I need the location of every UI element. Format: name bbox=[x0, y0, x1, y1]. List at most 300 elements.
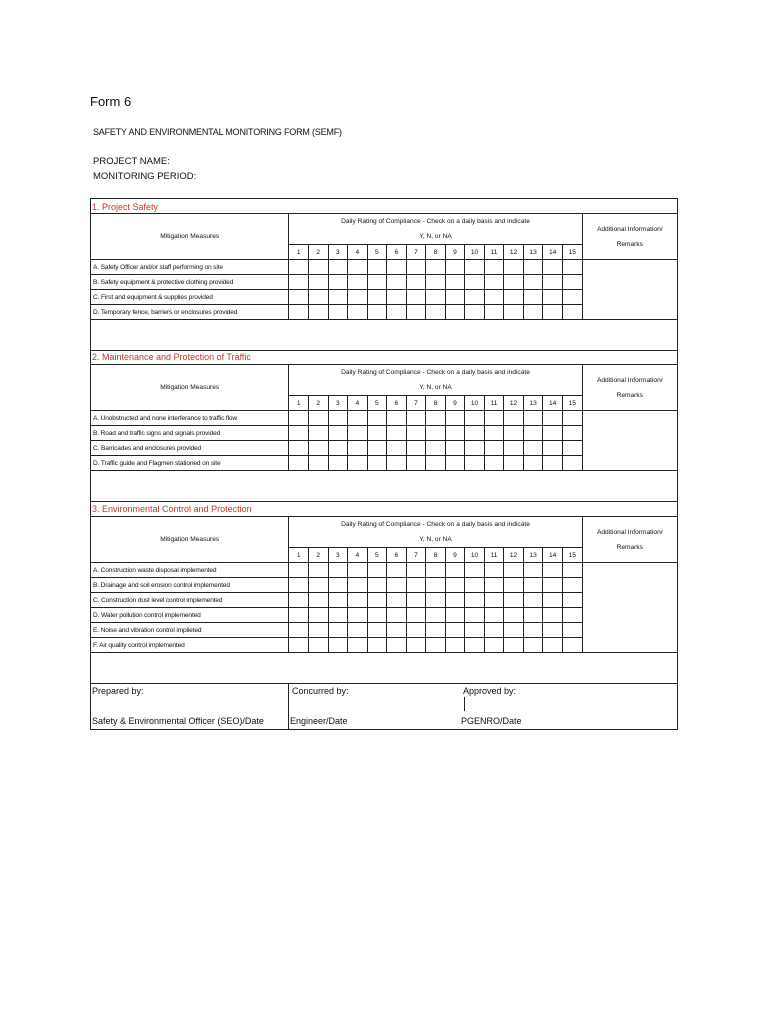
rating-cell[interactable] bbox=[543, 260, 563, 275]
day-number: 9 bbox=[445, 245, 465, 260]
rating-cell[interactable] bbox=[348, 275, 368, 290]
rating-cell[interactable] bbox=[562, 563, 582, 578]
rating-cell[interactable] bbox=[328, 275, 348, 290]
rating-header-line2: Y, N, or NA bbox=[419, 384, 452, 391]
rating-cell[interactable] bbox=[289, 563, 309, 578]
rating-cell[interactable] bbox=[387, 578, 407, 593]
rating-cell[interactable] bbox=[426, 441, 446, 456]
rating-cell[interactable] bbox=[308, 608, 328, 623]
rating-cell[interactable] bbox=[445, 608, 465, 623]
rating-cell[interactable] bbox=[504, 563, 524, 578]
rating-cell[interactable] bbox=[465, 638, 485, 653]
rating-cell[interactable] bbox=[387, 623, 407, 638]
rating-cell[interactable] bbox=[562, 638, 582, 653]
rating-cell[interactable] bbox=[543, 638, 563, 653]
measure-row bbox=[91, 411, 678, 426]
day-number: 15 bbox=[562, 245, 582, 260]
rating-cell[interactable] bbox=[328, 638, 348, 653]
rating-cell[interactable] bbox=[426, 578, 446, 593]
rating-cell[interactable] bbox=[328, 290, 348, 305]
rating-cell[interactable] bbox=[523, 578, 543, 593]
rating-cell[interactable] bbox=[426, 275, 446, 290]
rating-cell[interactable] bbox=[465, 305, 485, 320]
remarks-header-line1: Additional Information/ bbox=[596, 376, 663, 384]
day-number: 7 bbox=[406, 396, 426, 411]
day-number: 10 bbox=[465, 548, 485, 563]
day-number: 14 bbox=[543, 548, 563, 563]
rating-cell[interactable] bbox=[523, 441, 543, 456]
rating-cell[interactable] bbox=[445, 578, 465, 593]
rating-cell[interactable] bbox=[484, 426, 504, 441]
prepared-role: Safety & Environmental Officer (SEO)/Date bbox=[92, 716, 264, 726]
day-number: 14 bbox=[543, 396, 563, 411]
day-number: 13 bbox=[523, 396, 543, 411]
rating-cell[interactable] bbox=[504, 638, 524, 653]
concurred-by-label: Concurred by: bbox=[292, 686, 349, 696]
rating-cell[interactable] bbox=[484, 623, 504, 638]
rating-cell[interactable] bbox=[445, 593, 465, 608]
rating-cell[interactable] bbox=[289, 411, 309, 426]
rating-cell[interactable] bbox=[308, 290, 328, 305]
rating-cell[interactable] bbox=[484, 578, 504, 593]
rating-cell[interactable] bbox=[387, 411, 407, 426]
compliance-table bbox=[90, 364, 678, 502]
rating-cell[interactable] bbox=[543, 593, 563, 608]
rating-cell[interactable] bbox=[367, 563, 387, 578]
measure-label: D. Temporary fence, barriers or enclosures provided bbox=[91, 305, 289, 320]
rating-cell[interactable] bbox=[289, 260, 309, 275]
day-number: 8 bbox=[426, 396, 446, 411]
rating-cell[interactable] bbox=[484, 290, 504, 305]
rating-cell[interactable] bbox=[367, 456, 387, 471]
rating-cell[interactable] bbox=[387, 275, 407, 290]
rating-cell[interactable] bbox=[504, 441, 524, 456]
rating-cell[interactable] bbox=[504, 593, 524, 608]
rating-header bbox=[289, 365, 582, 396]
rating-cell[interactable] bbox=[543, 563, 563, 578]
rating-cell[interactable] bbox=[308, 456, 328, 471]
rating-cell[interactable] bbox=[543, 411, 563, 426]
rating-cell[interactable] bbox=[523, 275, 543, 290]
rating-cell[interactable] bbox=[406, 608, 426, 623]
day-number: 6 bbox=[387, 548, 407, 563]
rating-cell[interactable] bbox=[465, 593, 485, 608]
rating-cell[interactable] bbox=[367, 411, 387, 426]
rating-cell[interactable] bbox=[348, 426, 368, 441]
day-number: 5 bbox=[367, 548, 387, 563]
rating-cell[interactable] bbox=[543, 426, 563, 441]
day-number: 13 bbox=[523, 548, 543, 563]
rating-cell[interactable] bbox=[523, 426, 543, 441]
rating-cell[interactable] bbox=[406, 426, 426, 441]
rating-cell[interactable] bbox=[308, 441, 328, 456]
rating-cell[interactable] bbox=[523, 290, 543, 305]
rating-cell[interactable] bbox=[484, 456, 504, 471]
day-number: 4 bbox=[348, 245, 368, 260]
rating-cell[interactable] bbox=[289, 578, 309, 593]
rating-cell[interactable] bbox=[445, 305, 465, 320]
rating-cell[interactable] bbox=[543, 623, 563, 638]
rating-cell[interactable] bbox=[543, 578, 563, 593]
rating-cell[interactable] bbox=[484, 260, 504, 275]
day-number: 11 bbox=[484, 548, 504, 563]
rating-cell[interactable] bbox=[348, 578, 368, 593]
rating-cell[interactable] bbox=[504, 260, 524, 275]
rating-cell[interactable] bbox=[445, 260, 465, 275]
rating-cell[interactable] bbox=[543, 608, 563, 623]
rating-cell[interactable] bbox=[543, 441, 563, 456]
rating-cell[interactable] bbox=[504, 456, 524, 471]
rating-cell[interactable] bbox=[426, 638, 446, 653]
measure-label: C. Construction dust level control implemented bbox=[91, 593, 289, 608]
rating-cell[interactable] bbox=[504, 275, 524, 290]
rating-cell[interactable] bbox=[328, 608, 348, 623]
rating-cell[interactable] bbox=[465, 441, 485, 456]
rating-cell[interactable] bbox=[348, 608, 368, 623]
rating-cell[interactable] bbox=[289, 638, 309, 653]
rating-cell[interactable] bbox=[562, 275, 582, 290]
rating-cell[interactable] bbox=[367, 260, 387, 275]
rating-cell[interactable] bbox=[348, 290, 368, 305]
rating-cell[interactable] bbox=[387, 290, 407, 305]
form-number: Form 6 bbox=[90, 94, 132, 109]
rating-cell[interactable] bbox=[308, 305, 328, 320]
rating-cell[interactable] bbox=[289, 593, 309, 608]
rating-cell[interactable] bbox=[523, 563, 543, 578]
rating-cell[interactable] bbox=[406, 638, 426, 653]
rating-cell[interactable] bbox=[523, 593, 543, 608]
rating-cell[interactable] bbox=[406, 623, 426, 638]
measure-label: B. Drainage and soil erosion control implemented bbox=[91, 578, 289, 593]
rating-cell[interactable] bbox=[426, 305, 446, 320]
remarks-header bbox=[582, 365, 677, 411]
rating-cell[interactable] bbox=[308, 578, 328, 593]
rating-cell[interactable] bbox=[426, 563, 446, 578]
day-number: 11 bbox=[484, 245, 504, 260]
rating-cell[interactable] bbox=[445, 638, 465, 653]
rating-cell[interactable] bbox=[562, 456, 582, 471]
prepared-by-label: Prepared by: bbox=[92, 686, 144, 696]
rating-cell[interactable] bbox=[308, 260, 328, 275]
rating-cell[interactable] bbox=[504, 578, 524, 593]
rating-cell[interactable] bbox=[367, 638, 387, 653]
day-number: 5 bbox=[367, 245, 387, 260]
measure-label: A. Safety Officer and/or staff performing on site bbox=[91, 260, 289, 275]
measure-label: A. Construction waste disposal implemented bbox=[91, 563, 289, 578]
rating-cell[interactable] bbox=[426, 623, 446, 638]
rating-cell[interactable] bbox=[562, 441, 582, 456]
rating-cell[interactable] bbox=[387, 608, 407, 623]
rating-cell[interactable] bbox=[348, 441, 368, 456]
rating-cell[interactable] bbox=[484, 305, 504, 320]
rating-cell[interactable] bbox=[426, 290, 446, 305]
remarks-cell[interactable] bbox=[582, 563, 677, 653]
rating-cell[interactable] bbox=[367, 275, 387, 290]
rating-cell[interactable] bbox=[367, 593, 387, 608]
rating-cell[interactable] bbox=[426, 608, 446, 623]
rating-cell[interactable] bbox=[465, 260, 485, 275]
rating-cell[interactable] bbox=[406, 260, 426, 275]
rating-cell[interactable] bbox=[387, 260, 407, 275]
rating-cell[interactable] bbox=[465, 411, 485, 426]
rating-cell[interactable] bbox=[523, 623, 543, 638]
rating-cell[interactable] bbox=[328, 305, 348, 320]
rating-cell[interactable] bbox=[289, 275, 309, 290]
day-number: 7 bbox=[406, 245, 426, 260]
rating-cell[interactable] bbox=[308, 426, 328, 441]
day-number: 9 bbox=[445, 396, 465, 411]
rating-cell[interactable] bbox=[406, 305, 426, 320]
rating-cell[interactable] bbox=[465, 426, 485, 441]
rating-cell[interactable] bbox=[387, 305, 407, 320]
rating-cell[interactable] bbox=[523, 411, 543, 426]
approved-tick bbox=[464, 697, 465, 711]
rating-cell[interactable] bbox=[445, 563, 465, 578]
rating-cell[interactable] bbox=[426, 260, 446, 275]
rating-header-line1: Daily Rating of Compliance - Check on a daily basis and indicate bbox=[341, 369, 530, 376]
compliance-table bbox=[90, 213, 678, 351]
day-number: 15 bbox=[562, 396, 582, 411]
remarks-header-line2: Remarks bbox=[616, 391, 643, 399]
remarks-header-line1: Additional Information/ bbox=[596, 528, 663, 536]
day-number: 4 bbox=[348, 548, 368, 563]
rating-cell[interactable] bbox=[328, 426, 348, 441]
rating-cell[interactable] bbox=[387, 441, 407, 456]
rating-cell[interactable] bbox=[562, 593, 582, 608]
rating-cell[interactable] bbox=[348, 411, 368, 426]
rating-cell[interactable] bbox=[387, 563, 407, 578]
section-title: 1. Project Safety bbox=[92, 202, 159, 212]
day-number: 3 bbox=[328, 396, 348, 411]
rating-cell[interactable] bbox=[367, 623, 387, 638]
rating-cell[interactable] bbox=[562, 426, 582, 441]
measure-row bbox=[91, 563, 678, 578]
rating-cell[interactable] bbox=[445, 441, 465, 456]
rating-cell[interactable] bbox=[367, 608, 387, 623]
rating-cell[interactable] bbox=[289, 290, 309, 305]
rating-cell[interactable] bbox=[367, 290, 387, 305]
rating-cell[interactable] bbox=[426, 411, 446, 426]
rating-cell[interactable] bbox=[543, 456, 563, 471]
section-spacer bbox=[91, 653, 678, 684]
rating-cell[interactable] bbox=[387, 638, 407, 653]
day-number: 11 bbox=[484, 396, 504, 411]
rating-cell[interactable] bbox=[465, 290, 485, 305]
remarks-cell[interactable] bbox=[582, 260, 677, 320]
rating-cell[interactable] bbox=[348, 623, 368, 638]
rating-cell[interactable] bbox=[308, 563, 328, 578]
rating-cell[interactable] bbox=[367, 426, 387, 441]
measure-label: F. Air quality control implemented bbox=[91, 638, 289, 653]
rating-cell[interactable] bbox=[406, 456, 426, 471]
rating-cell[interactable] bbox=[348, 305, 368, 320]
compliance-table bbox=[90, 516, 678, 684]
rating-cell[interactable] bbox=[484, 638, 504, 653]
rating-cell[interactable] bbox=[543, 275, 563, 290]
rating-cell[interactable] bbox=[504, 411, 524, 426]
rating-cell[interactable] bbox=[289, 456, 309, 471]
remarks-header-line2: Remarks bbox=[616, 543, 643, 551]
rating-cell[interactable] bbox=[504, 426, 524, 441]
rating-cell[interactable] bbox=[445, 456, 465, 471]
rating-cell[interactable] bbox=[523, 456, 543, 471]
rating-cell[interactable] bbox=[308, 275, 328, 290]
approved-by-label: Approved by: bbox=[463, 686, 517, 696]
measure-row bbox=[91, 260, 678, 275]
rating-cell[interactable] bbox=[348, 563, 368, 578]
rating-cell[interactable] bbox=[328, 563, 348, 578]
rating-cell[interactable] bbox=[328, 593, 348, 608]
rating-cell[interactable] bbox=[348, 593, 368, 608]
rating-cell[interactable] bbox=[484, 411, 504, 426]
day-number: 7 bbox=[406, 548, 426, 563]
rating-cell[interactable] bbox=[484, 593, 504, 608]
rating-cell[interactable] bbox=[308, 623, 328, 638]
rating-cell[interactable] bbox=[348, 456, 368, 471]
rating-cell[interactable] bbox=[543, 305, 563, 320]
rating-cell[interactable] bbox=[504, 305, 524, 320]
remarks-header bbox=[582, 517, 677, 563]
rating-cell[interactable] bbox=[328, 441, 348, 456]
day-number: 10 bbox=[465, 245, 485, 260]
rating-cell[interactable] bbox=[406, 411, 426, 426]
rating-cell[interactable] bbox=[562, 608, 582, 623]
rating-header-line2: Y, N, or NA bbox=[419, 536, 452, 543]
rating-cell[interactable] bbox=[465, 578, 485, 593]
rating-cell[interactable] bbox=[465, 608, 485, 623]
rating-cell[interactable] bbox=[328, 411, 348, 426]
rating-cell[interactable] bbox=[562, 290, 582, 305]
day-number: 3 bbox=[328, 548, 348, 563]
project-name-label: PROJECT NAME: bbox=[93, 156, 170, 167]
rating-cell[interactable] bbox=[465, 275, 485, 290]
day-number: 2 bbox=[308, 245, 328, 260]
monitoring-period-label: MONITORING PERIOD: bbox=[93, 171, 197, 182]
measure-label: B. Road and traffic signs and signals provided bbox=[91, 426, 289, 441]
rating-cell[interactable] bbox=[289, 608, 309, 623]
day-number: 8 bbox=[426, 245, 446, 260]
rating-cell[interactable] bbox=[348, 638, 368, 653]
document-title: SAFETY AND ENVIRONMENTAL MONITORING FORM (SEMF) bbox=[93, 127, 342, 137]
rating-cell[interactable] bbox=[406, 290, 426, 305]
rating-cell[interactable] bbox=[289, 623, 309, 638]
rating-cell[interactable] bbox=[562, 305, 582, 320]
rating-cell[interactable] bbox=[562, 260, 582, 275]
day-number: 13 bbox=[523, 245, 543, 260]
rating-cell[interactable] bbox=[308, 411, 328, 426]
day-number: 1 bbox=[289, 245, 309, 260]
rating-cell[interactable] bbox=[328, 578, 348, 593]
day-number: 6 bbox=[387, 396, 407, 411]
rating-cell[interactable] bbox=[465, 456, 485, 471]
rating-cell[interactable] bbox=[426, 456, 446, 471]
rating-cell[interactable] bbox=[289, 441, 309, 456]
day-number: 4 bbox=[348, 396, 368, 411]
remarks-cell[interactable] bbox=[582, 411, 677, 471]
rating-cell[interactable] bbox=[523, 260, 543, 275]
rating-cell[interactable] bbox=[426, 593, 446, 608]
remarks-header-line1: Additional Information/ bbox=[596, 225, 663, 233]
measure-label: E. Noise and vibration control implieted bbox=[91, 623, 289, 638]
rating-cell[interactable] bbox=[523, 608, 543, 623]
rating-cell[interactable] bbox=[445, 275, 465, 290]
rating-cell[interactable] bbox=[562, 411, 582, 426]
rating-cell[interactable] bbox=[484, 563, 504, 578]
rating-cell[interactable] bbox=[348, 260, 368, 275]
section-title: 2. Maintenance and Protection of Traffic bbox=[92, 352, 251, 362]
rating-cell[interactable] bbox=[523, 305, 543, 320]
rating-cell[interactable] bbox=[523, 638, 543, 653]
rating-cell[interactable] bbox=[367, 578, 387, 593]
approved-role: PGENRO/Date bbox=[461, 716, 522, 726]
rating-cell[interactable] bbox=[387, 426, 407, 441]
rating-cell[interactable] bbox=[445, 290, 465, 305]
rating-cell[interactable] bbox=[387, 456, 407, 471]
rating-cell[interactable] bbox=[562, 623, 582, 638]
rating-cell[interactable] bbox=[445, 411, 465, 426]
day-number: 9 bbox=[445, 548, 465, 563]
rating-cell[interactable] bbox=[504, 608, 524, 623]
rating-cell[interactable] bbox=[406, 578, 426, 593]
remarks-header bbox=[582, 214, 677, 260]
rating-cell[interactable] bbox=[387, 593, 407, 608]
rating-cell[interactable] bbox=[328, 623, 348, 638]
rating-cell[interactable] bbox=[484, 608, 504, 623]
measures-header: Mitigation Measures bbox=[91, 517, 289, 563]
rating-cell[interactable] bbox=[406, 593, 426, 608]
rating-cell[interactable] bbox=[562, 578, 582, 593]
day-number: 12 bbox=[504, 245, 524, 260]
rating-cell[interactable] bbox=[445, 426, 465, 441]
rating-cell[interactable] bbox=[465, 623, 485, 638]
section-title: 3. Environmental Control and Protection bbox=[92, 504, 252, 514]
rating-cell[interactable] bbox=[484, 441, 504, 456]
day-number: 6 bbox=[387, 245, 407, 260]
rating-cell[interactable] bbox=[367, 441, 387, 456]
rating-cell[interactable] bbox=[308, 638, 328, 653]
rating-header bbox=[289, 517, 582, 548]
measures-header: Mitigation Measures bbox=[91, 365, 289, 411]
rating-cell[interactable] bbox=[465, 563, 485, 578]
day-number: 1 bbox=[289, 548, 309, 563]
rating-cell[interactable] bbox=[289, 305, 309, 320]
rating-cell[interactable] bbox=[367, 305, 387, 320]
rating-cell[interactable] bbox=[406, 441, 426, 456]
measure-label: D. Traffic guide and Flagmen stationed on site bbox=[91, 456, 289, 471]
rating-cell[interactable] bbox=[504, 623, 524, 638]
rating-cell[interactable] bbox=[504, 290, 524, 305]
rating-cell[interactable] bbox=[543, 290, 563, 305]
rating-cell[interactable] bbox=[328, 456, 348, 471]
rating-cell[interactable] bbox=[406, 275, 426, 290]
rating-header-line1: Daily Rating of Compliance - Check on a daily basis and indicate bbox=[341, 218, 530, 225]
day-number: 8 bbox=[426, 548, 446, 563]
day-number: 12 bbox=[504, 548, 524, 563]
rating-cell[interactable] bbox=[484, 275, 504, 290]
rating-cell[interactable] bbox=[308, 593, 328, 608]
rating-cell[interactable] bbox=[406, 563, 426, 578]
concurred-role: Engineer/Date bbox=[290, 716, 348, 726]
rating-cell[interactable] bbox=[328, 260, 348, 275]
rating-cell[interactable] bbox=[445, 623, 465, 638]
rating-cell[interactable] bbox=[289, 426, 309, 441]
day-number: 2 bbox=[308, 396, 328, 411]
rating-cell[interactable] bbox=[426, 426, 446, 441]
day-number: 2 bbox=[308, 548, 328, 563]
measure-label: B. Safety equipment & protective clothing provided bbox=[91, 275, 289, 290]
rating-header-line2: Y, N, or NA bbox=[419, 233, 452, 240]
day-number: 3 bbox=[328, 245, 348, 260]
